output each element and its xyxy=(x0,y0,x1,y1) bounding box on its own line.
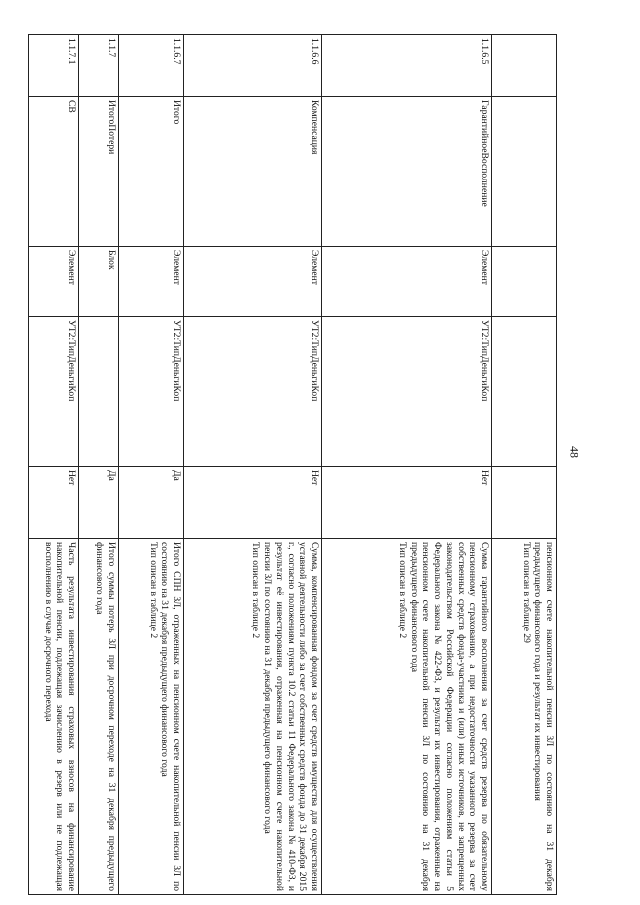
cell-type: УТ2:ТипДеньгиКоп xyxy=(322,317,492,467)
cell-description xyxy=(322,539,492,895)
page-number-text: 48 xyxy=(567,446,582,458)
table-row xyxy=(29,35,79,895)
cell-number: 1.1.6.6 xyxy=(184,35,322,97)
cell-description xyxy=(29,539,79,895)
cell-type: УТ2:ТипДеньгиКоп xyxy=(29,317,79,467)
cell-description xyxy=(492,539,557,895)
cell-required: Нет xyxy=(29,467,79,539)
table-row xyxy=(119,35,184,895)
table-row xyxy=(322,35,492,895)
description-text: Итого СПН ЗЛ, отраженных на пенсионном счете накопительной пенсии ЗЛ по состоянию на 31 декабря предыдущего финансового года xyxy=(159,542,182,891)
cell-kind: Блок xyxy=(79,247,119,317)
cell-name: Итого xyxy=(119,97,184,247)
cell-required: Нет xyxy=(322,467,492,539)
description-note: Тип описан в таблице 2 xyxy=(397,542,409,639)
table-row xyxy=(79,35,119,895)
cell-required: Нет xyxy=(184,467,322,539)
cell-number: 1.1.6.7 xyxy=(119,35,184,97)
description-text: Сумма, компенсированная фондом за счет средств имущества для осуществления уставной деятельности либо за счет собственных средств фонда до 31 декабря 2015 г., согласно положениям пункта 10.2 статьи 11 Федерального закона № 410-ФЗ, и результат её инвестирования, отраженная на пенсионном счете накопительной пенсии ЗЛ по состоянию на 31 декабря предыдущего финансового года xyxy=(262,542,320,891)
cell-required: Да xyxy=(119,467,184,539)
cell-required xyxy=(492,467,557,539)
description-text: Итого суммы потерь ЗЛ при досрочном переходе на 31 декабря предыдущего финансового года xyxy=(94,542,117,891)
description-text: пенсионном счете накопительной пенсии ЗЛ по состоянию на 31 декабря предыдущего финансового года и результат их инвестирования xyxy=(532,542,555,891)
table-row xyxy=(184,35,322,895)
cell-number: 1.1.6.5 xyxy=(322,35,492,97)
structure-table xyxy=(28,34,557,895)
description-note: Тип описан в таблице 2 xyxy=(147,542,159,639)
cell-description xyxy=(119,539,184,895)
cell-required: Да xyxy=(79,467,119,539)
cell-kind: Элемент xyxy=(119,247,184,317)
cell-kind: Элемент xyxy=(29,247,79,317)
cell-number xyxy=(492,35,557,97)
cell-name: СВ xyxy=(29,97,79,247)
cell-kind: Элемент xyxy=(184,247,322,317)
description-text: Сумма гарантийного восполнения за счет средств резерва по обязательному пенсионному страхованию, а при недостаточности указанного резерва за счет собственных средств фонда-участника и (или) иных источников, не запрещенных законодательством Российской Федерации согласно положениям статьи 5 Федерального закона № 422-ФЗ, и результат их инвестирования, отраженные на пенсионном счете накопительной пенсии ЗЛ по состоянию на 31 декабря предыдущего финансового года xyxy=(408,542,490,891)
cell-name: ИтогоПотери xyxy=(79,97,119,247)
cell-description xyxy=(79,539,119,895)
cell-name xyxy=(492,97,557,247)
rotated-table-container xyxy=(42,34,557,894)
cell-name: ГарантийноеВосполнение xyxy=(322,97,492,247)
cell-type: УТ2:ТипДеньгиКоп xyxy=(119,317,184,467)
table-row xyxy=(492,35,557,895)
description-text: Часть результата инвестирования страховых взносов на финансирование накопительной пенсии, подлежащая зачислению в резерв или не подлежащая восполнению в случае досрочного перехода xyxy=(42,542,77,891)
cell-type xyxy=(492,317,557,467)
description-note: Тип описан в таблице 29 xyxy=(520,542,532,643)
cell-number: 1.1.7 xyxy=(79,35,119,97)
cell-name: Компенсация xyxy=(184,97,322,247)
cell-type xyxy=(79,317,119,467)
cell-type: УТ2:ТипДеньгиКоп xyxy=(184,317,322,467)
description-note: Тип описан в таблице 2 xyxy=(250,542,262,639)
cell-description xyxy=(184,539,322,895)
cell-kind xyxy=(492,247,557,317)
cell-kind: Элемент xyxy=(322,247,492,317)
cell-number: 1.1.7.1 xyxy=(29,35,79,97)
